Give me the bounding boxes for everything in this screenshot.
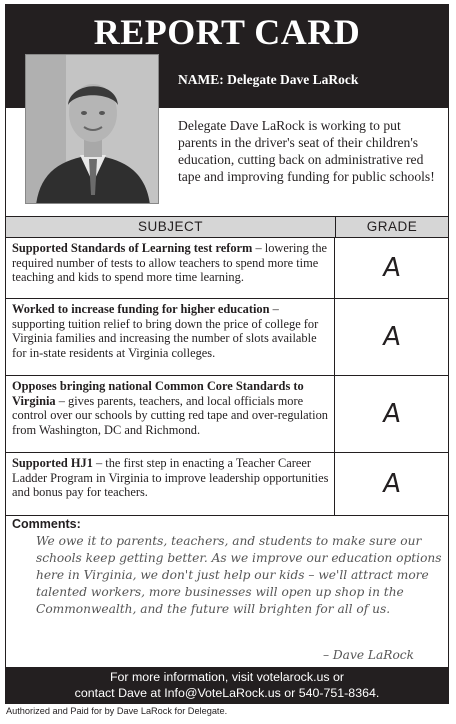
grade-mark: A: [380, 253, 403, 283]
table-row: [6, 238, 448, 299]
table-header: [6, 216, 448, 238]
grade-cell: [335, 376, 448, 452]
grades-table: [6, 216, 448, 516]
grade-mark: A: [380, 469, 403, 499]
candidate-portrait-image: [26, 55, 159, 204]
comments-section: [6, 514, 448, 669]
subject-cell: [6, 376, 335, 452]
subject-title: Supported HJ1: [12, 456, 93, 470]
table-row: [6, 453, 448, 516]
grade-cell: [335, 238, 448, 298]
subject-title: Supported Standards of Learning test reform: [12, 241, 253, 255]
subject-title: Worked to increase funding for higher education: [12, 302, 270, 316]
footer-line-2: contact Dave at Info@VoteLaRock.us or 540-751-8364.: [74, 686, 380, 700]
table-row: [6, 376, 448, 453]
report-card: [5, 4, 449, 704]
comments-quote: We owe it to parents, teachers, and students to make sure our schools keep getting better. As we improve our education options here in Virginia, we don't just help our kids – we'll attract more talented workers, more businesses will open up shop in the Commonwealth, and the future will brighten for all of us.: [36, 534, 442, 616]
subject-description: – lowering the required number of tests to allow teachers to spend more time teaching and kids to spend more time learning.: [12, 241, 328, 285]
footer-band: [6, 667, 448, 703]
grade-column-header: GRADE: [366, 219, 418, 234]
grade-mark: A: [380, 322, 403, 352]
authorized-disclaimer: Authorized and Paid for by Dave LaRock for Delegate.: [6, 706, 228, 716]
subject-description: – the first step in enacting a Teacher Career Ladder Program in Virginia to improve leadership opportunities and bonus pay for teachers.: [12, 456, 329, 500]
subject-cell: [6, 453, 335, 515]
comments-label: Comments:: [12, 517, 81, 531]
table-row: [6, 299, 448, 376]
grade-cell: [335, 299, 448, 375]
subject-cell: [6, 238, 335, 298]
grade-mark: A: [380, 399, 403, 429]
candidate-photo: [25, 54, 159, 204]
page-title: REPORT CARD: [93, 12, 361, 52]
footer-line-1: For more information, visit votelarock.us or: [109, 670, 345, 684]
intro-text: Delegate Dave LaRock is working to put parents in the driver's seat of their children's education, cutting back on administrative red tape and improving funding for public schools!: [178, 118, 435, 184]
subject-column-header: SUBJECT: [6, 217, 336, 237]
signature: – Dave LaRock: [322, 648, 414, 662]
subject-description: – supporting tuition relief to bring down the price of college for Virginia families and increasing the number of slots available for in-state residents at Virginia colleges.: [12, 302, 319, 360]
subject-description: – gives parents, teachers, and local officials more control over our schools by cutting red tape and over-regulation from Washington, DC and Richmond.: [12, 393, 328, 437]
subject-title: Opposes bringing national Common Core Standards to Virginia: [12, 379, 304, 408]
candidate-name: NAME: Delegate Dave LaRock: [178, 72, 359, 87]
grade-cell: [335, 453, 448, 515]
subject-cell: [6, 299, 335, 375]
